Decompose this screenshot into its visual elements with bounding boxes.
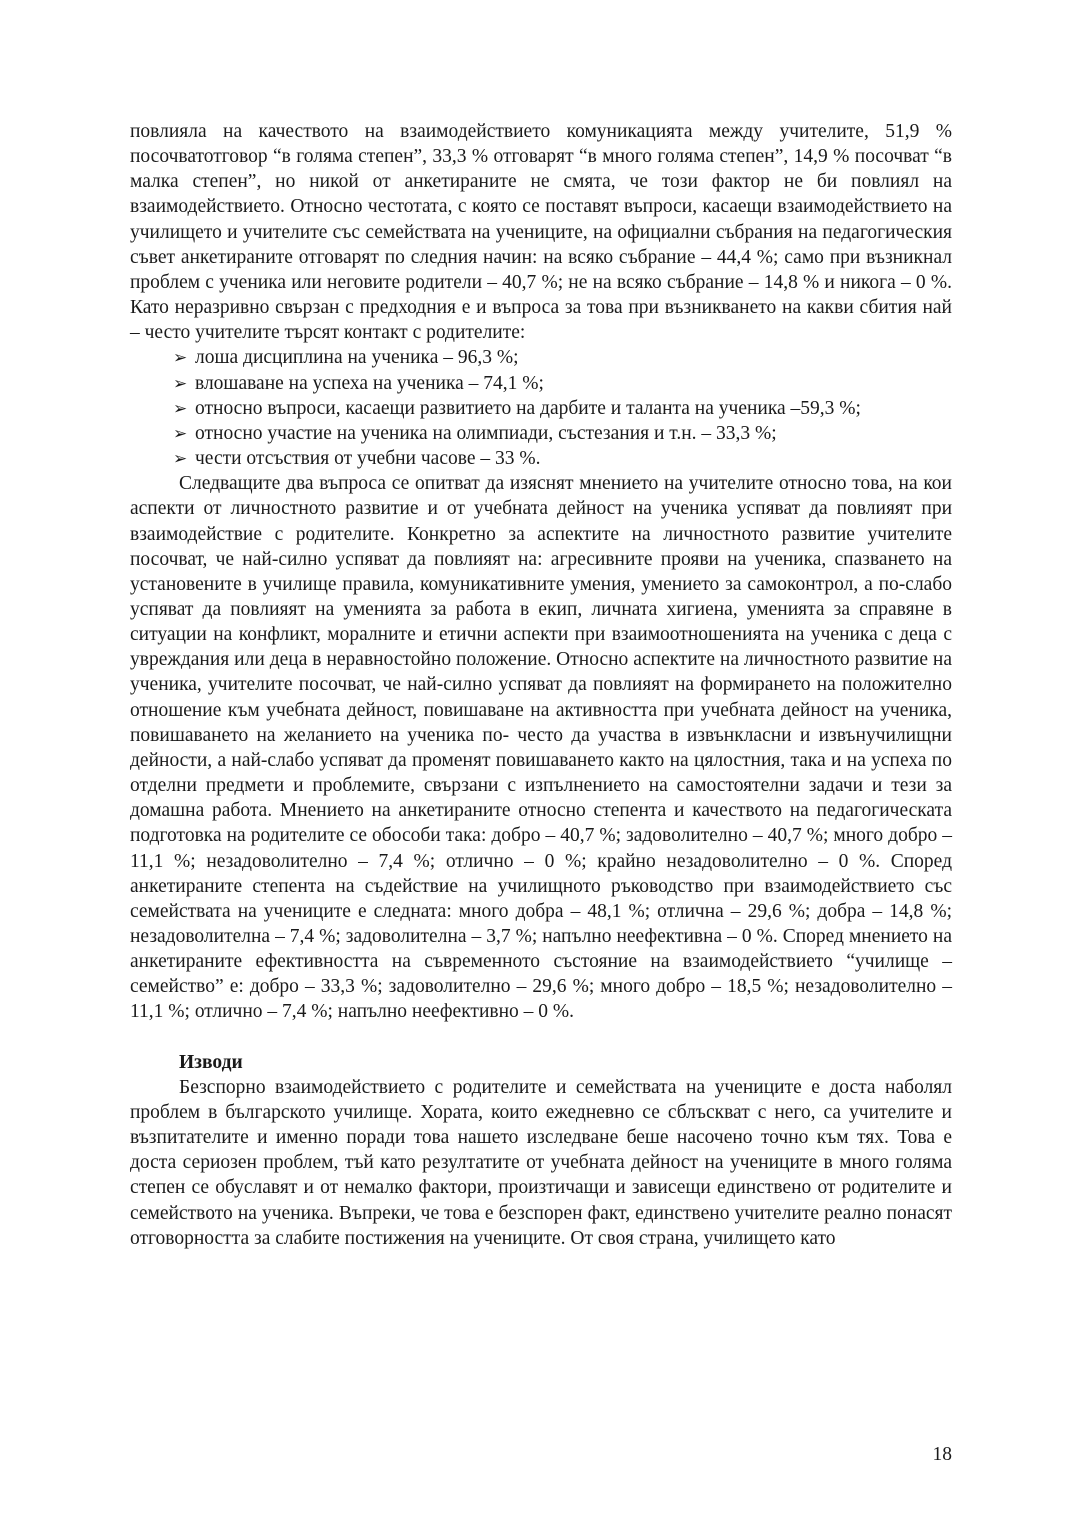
- bullet-list-contact-reasons: [130, 345, 952, 471]
- paragraph-conclusions: Безспорно взаимодействието с родителите и семействата на учениците е доста наболял проблем в българското училище. Хората, които ежедневно се сблъскват с него, са учителите и възпитателите и именно поради това нашето изследване беше насочено точно към тях. Това е доста сериозен проблем, тъй като резултатите от учебната дейност на учениците в много голяма степен се обуславят и от немалко фактори, произтичащи и зависещи единствено от родителите и семейството на ученика. Въпреки, че това е безспорен факт, единствено учителите реално понасят отговорността за слабите постижения на учениците. От своя страна, училището като: [130, 1076, 952, 1249]
- arrowhead-bullet-icon: ➢: [173, 373, 188, 393]
- page-number: 18: [932, 1444, 952, 1465]
- paragraph-survey-communication: повлияла на качеството на взаимодействието комуникацията между учителите, 51,9 % посочватотговор “в голяма степен”, 33,3 % отговарят “в много голяма степен”, 14,9 % посочват “в малка степен”, но никой от анкетираните не смята, че този фактор не би повлиял на взаимодействието. Относно честотата, с която се поставят въпроси, касаещи взаимодействието на училището и учителите със семействата на учениците, на официални събрания на педагогическия съвет анкетираните отговарят по следния начин: на всяко събрание – 44,4 %; само при възникнал проблем с ученика или неговите родители – 40,7 %; не на всяко събрание – 14,8 % и никога – 0 %. Като неразривно свързан с предходния е и въпроса за това при възникването на какви сбития най – често учителите търсят контакт с родителите:: [130, 121, 952, 344]
- document-page: [130, 119, 952, 1251]
- arrowhead-bullet-icon: ➢: [173, 423, 188, 443]
- section-spacer: [130, 1025, 952, 1050]
- list-item: ➢ лоша дисциплина на ученика – 96,3 %;: [173, 345, 952, 370]
- paragraph-personal-development: Следващите два въпроса се опитват да изяснят мнението на учителите относно това, на кои аспекти от личностното развитие и от учебната дейност на ученика успяват да повлияят при взаимодействие с родителите. Конкретно за аспектите на личностното развитие учителите посочват, че най-силно успяват да повлияят на: агресивните прояви на ученика, спазването на установените в училище правила, комуникативните умения, умението за самоконтрол, а по-слабо успяват да повлияят на уменията за работа в екип, личната хигиена, уменията за справяне в ситуации на конфликт, моралните и етични аспекти при взаимоотношенията на ученика с деца с увреждания или деца в неравностойно положение. Относно аспектите на личностното развитие на ученика, учителите посочват, че най-силно успяват да повлияят на формирането на положително отношение към учебната дейност, повишаване на активността при учебната дейност на ученика, повишаването на желанието на ученика по- често да участва в извънкласни и извънучилищни дейности, а най-слабо успяват да променят повишаването както на цялостния, така и на успеха по отделни предмети и проблемите, свързани с изпълнението на самостоятелни задачи и тези за домашна работа. Мнението на анкетираните относно степента и качеството на педагогическата подготовка на родителите се обособи така: добро – 40,7 %; задоволително – 40,7 %; много добро – 11,1 %; незадоволително – 7,4 %; отлично – 0 %; крайно незадоволително – 0 %. Според анкетираните степента на съдействие на училищното ръководство при взаимодействието със семействата на учениците е следната: много добра – 48,1 %; отлична – 29,6 %; добра – 14,8 %; незадоволителна – 7,4 %; задоволителна – 3,7 %; напълно неефективна – 0 %. Според мнението на анкетираните ефективността на съвременното състояние на взаимодействието “училище – семейство” е: добро – 33,3 %; задоволително – 29,6 %; много добро – 18,5 %; незадоволително – 11,1 %; отлично – 7,4 %; напълно неефективно – 0 %.: [130, 473, 952, 1023]
- arrowhead-bullet-icon: ➢: [173, 348, 188, 368]
- list-item: ➢ относно участие на ученика на олимпиади, състезания и т.н. – 33,3 %;: [173, 421, 952, 446]
- list-item: ➢ чести отсъствия от учебни часове – 33 %.: [173, 446, 952, 471]
- list-item: ➢ влошаване на успеха на ученика – 74,1 %;: [173, 371, 952, 396]
- arrowhead-bullet-icon: ➢: [173, 398, 188, 418]
- arrowhead-bullet-icon: ➢: [173, 449, 188, 469]
- section-heading-conclusions: Изводи: [179, 1051, 243, 1073]
- list-item: ➢ относно въпроси, касаещи развитието на дарбите и таланта на ученика –59,3 %;: [173, 396, 952, 421]
